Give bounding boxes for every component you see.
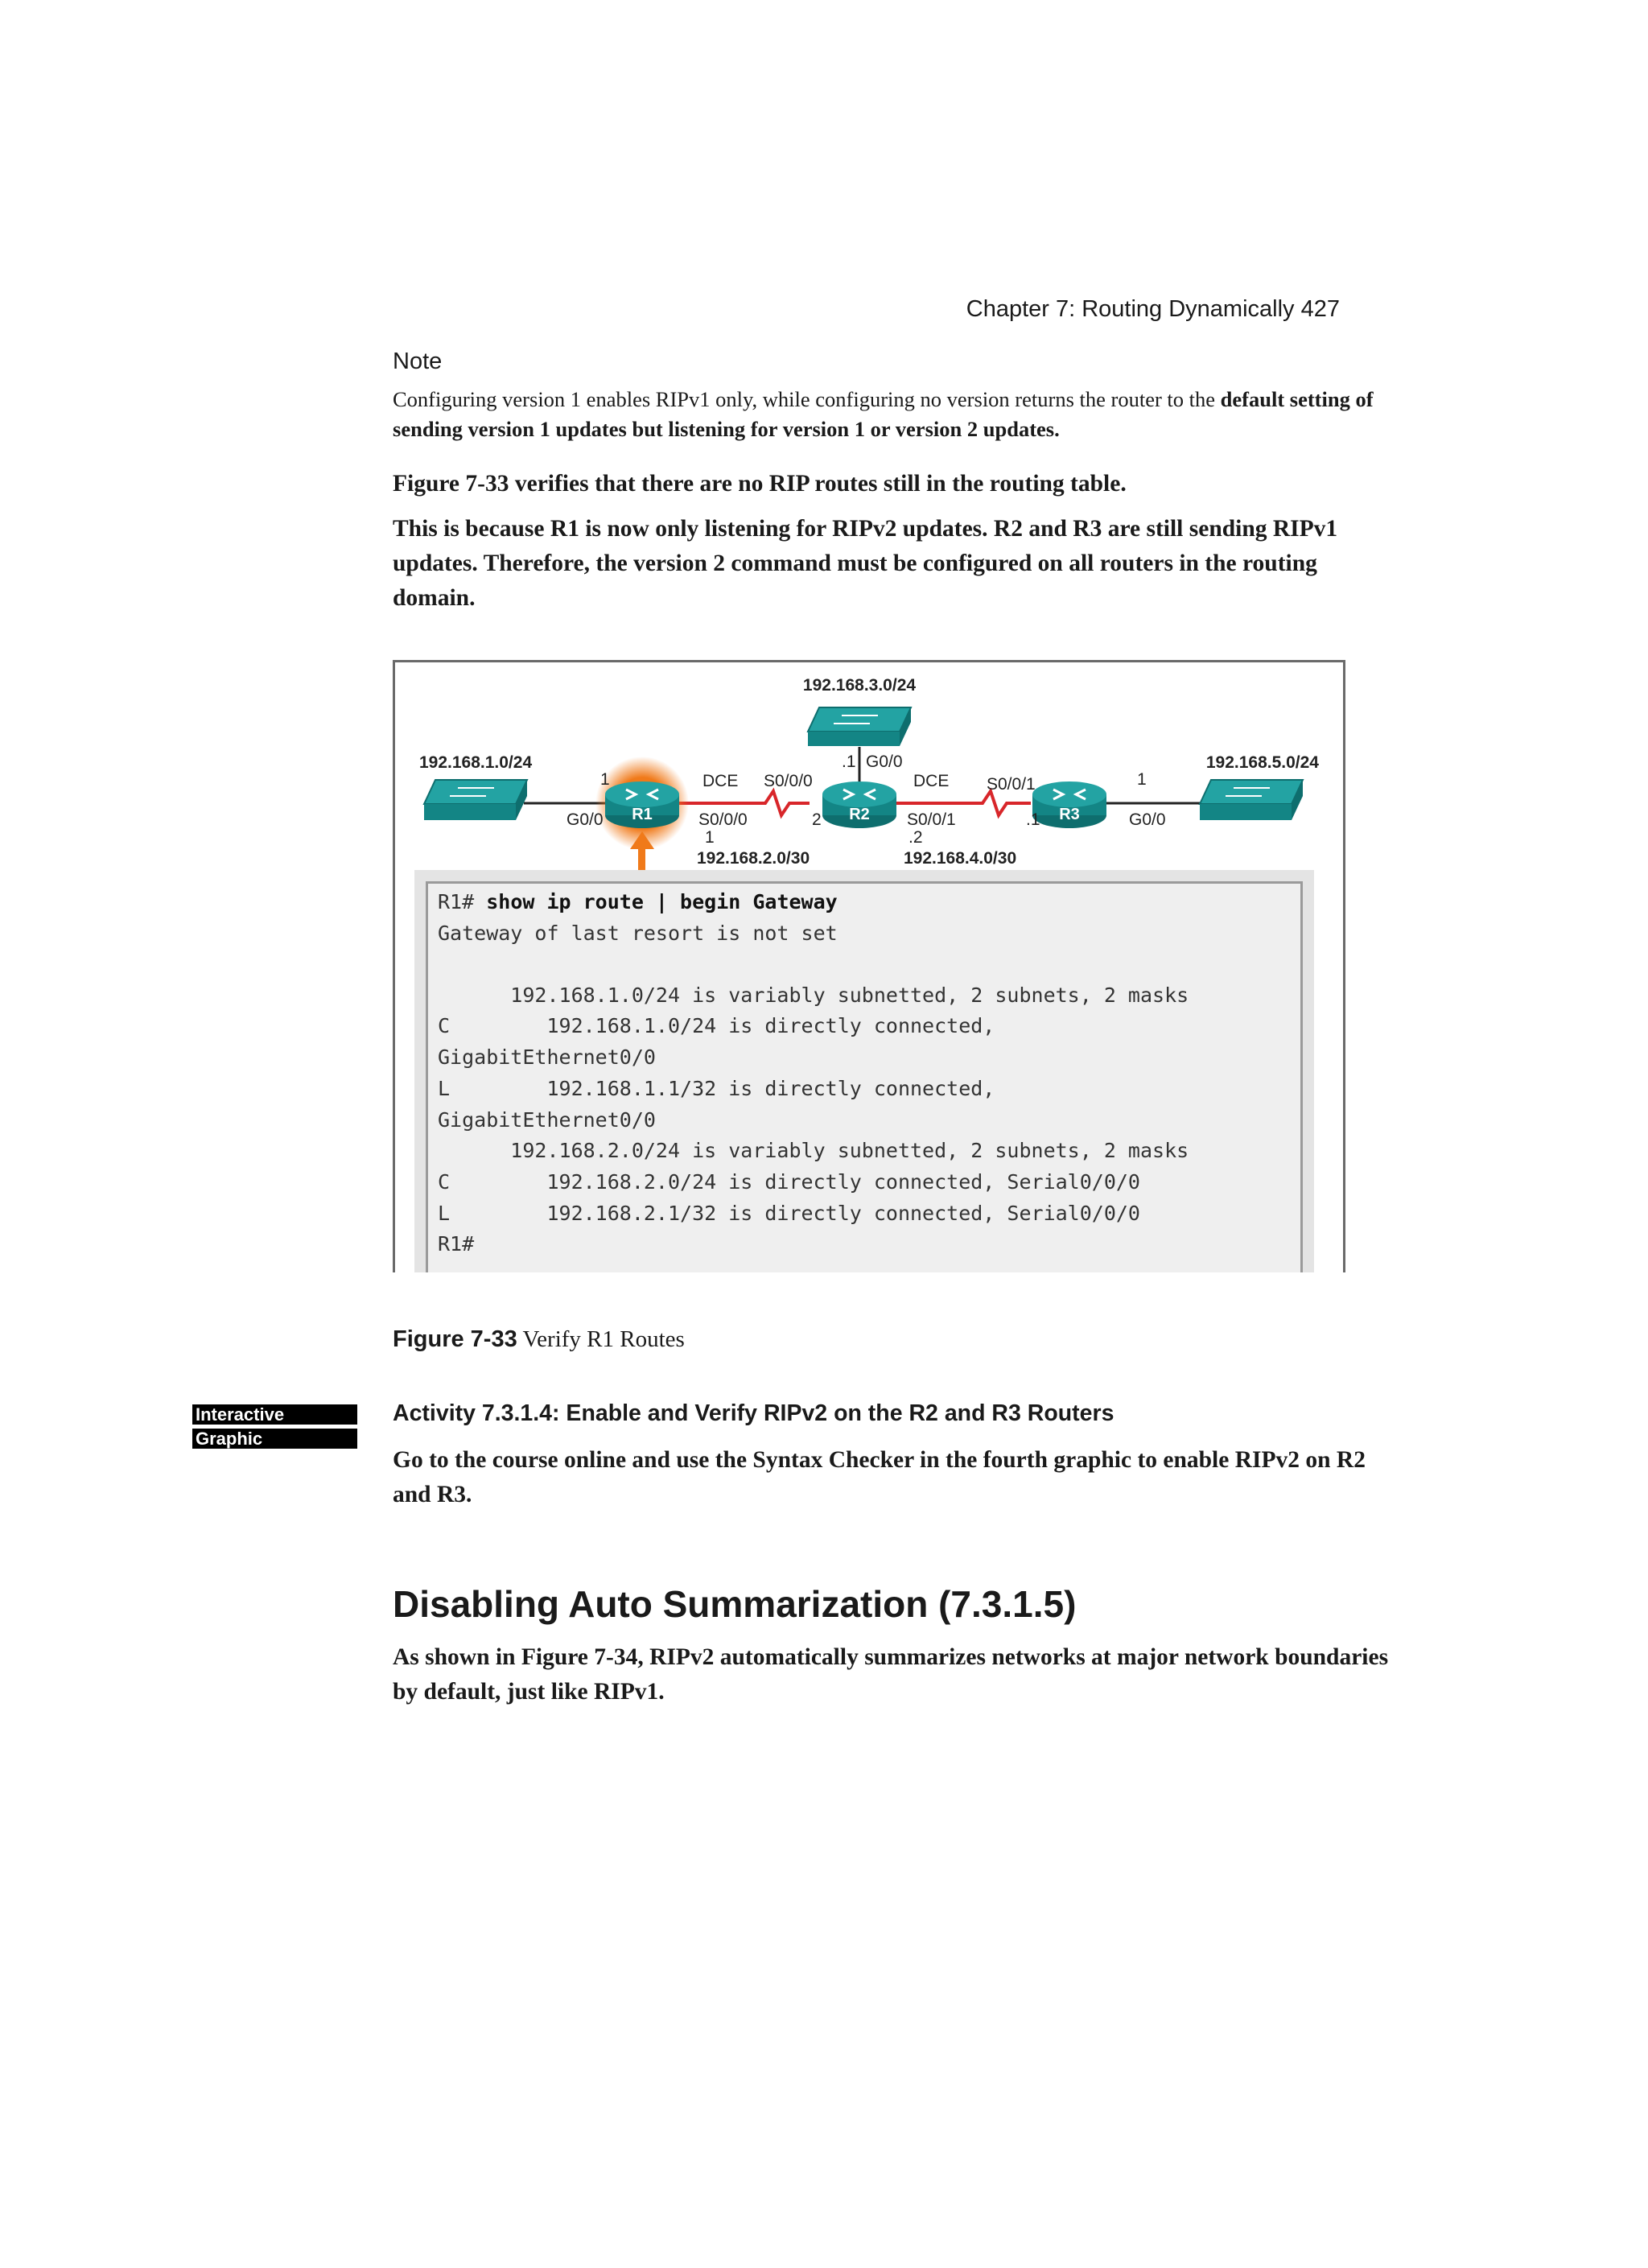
running-head: Chapter 7: Routing Dynamically 427 <box>966 296 1340 322</box>
terminal-line: Gateway of last resort is not set <box>438 922 838 945</box>
paragraph-1: Figure 7-33 verifies that there are no RIP routes still in the routing table. <box>393 471 1127 497</box>
r2-s001-label: S0/0/1 <box>907 810 956 829</box>
r1-serial-host-label: 1 <box>705 828 715 847</box>
router-icon-r2 <box>822 781 896 828</box>
note-label: Note <box>393 348 443 374</box>
terminal-command: show ip route | begin Gateway <box>486 890 838 913</box>
terminal-line: GigabitEthernet0/0 <box>438 1108 656 1132</box>
net-right-label: 192.168.4.0/30 <box>904 849 1017 868</box>
section-text: As shown in Figure 7-34, RIPv2 automatically summarizes networks at major network boundaries by default, just like RIPv1. <box>393 1644 1389 1705</box>
terminal-line: 192.168.2.0/24 is variably subnetted, 2 subnets, 2 masks <box>438 1139 1189 1162</box>
lan-right-label: 192.168.5.0/24 <box>1205 753 1319 772</box>
terminal-line: L 192.168.1.1/32 is directly connected, <box>438 1077 995 1100</box>
note-text-bold: default setting of sending version 1 updates but listening for version 1 or version 2 updates. <box>393 387 1374 441</box>
r1-lan-host-label: 1 <box>600 770 610 789</box>
terminal-prompt: R1# <box>438 890 487 913</box>
router-label-r3: R3 <box>1059 806 1080 823</box>
paragraph-2: This is because R1 is now only listening for RIPv2 updates. R2 and R3 are still sending RIPv1 updates. Therefore, the version 2 command must be configured on all routers in the routing domain. <box>393 516 1338 611</box>
figure-caption <box>393 1326 685 1353</box>
r2-g00-host-label: .1 <box>842 753 856 771</box>
r2-s000-label: S0/0/0 <box>764 772 813 790</box>
net-left-label: 192.168.2.0/30 <box>697 849 810 868</box>
terminal-output <box>426 881 1303 1272</box>
note-text-regular: Configuring version 1 enables RIPv1 only, while configuring no version returns the router to the <box>393 387 1221 411</box>
r1-s000-label: S0/0/0 <box>698 810 748 829</box>
note-text <box>393 385 1374 444</box>
router-icon-r3 <box>1032 781 1106 828</box>
terminal-line: R1# <box>438 1232 475 1256</box>
r1-dce-label: DCE <box>702 772 739 790</box>
section-heading: Disabling Auto Summarization (7.3.1.5) <box>393 1583 1077 1625</box>
figure-caption-number: Figure 7-33 <box>393 1326 517 1352</box>
lan-top-label: 192.168.3.0/24 <box>802 676 917 695</box>
router-label-r2: R2 <box>849 806 870 823</box>
terminal-line: L 192.168.2.1/32 is directly connected, Serial0/0/0 <box>438 1202 1140 1225</box>
r2-dce-label: DCE <box>913 772 950 790</box>
activity-text: Go to the course online and use the Syntax Checker in the fourth graphic to enable RIPv2 on R2 and R3. <box>393 1447 1366 1507</box>
terminal-line: 192.168.1.0/24 is variably subnetted, 2 subnets, 2 masks <box>438 983 1189 1007</box>
switch-icon-left <box>424 780 527 820</box>
r3-lan-host-label: 1 <box>1137 770 1147 789</box>
r2-s000-host-label: 2 <box>812 810 822 829</box>
router-label-r1: R1 <box>632 806 653 823</box>
switch-icon-right <box>1200 780 1303 820</box>
switch-icon-top <box>808 707 911 746</box>
terminal-command-line <box>438 890 838 913</box>
r3-s001-host-label: .1 <box>1026 810 1040 829</box>
lan-left-label: 192.168.1.0/24 <box>419 753 533 772</box>
r3-g00-label: G0/0 <box>1129 810 1166 829</box>
router-icon-r1 <box>605 781 679 828</box>
terminal-line: C 192.168.2.0/24 is directly connected, Serial0/0/0 <box>438 1170 1140 1194</box>
r1-g00-label: G0/0 <box>566 810 604 829</box>
r2-s001-host-label: .2 <box>908 828 923 847</box>
activity-title: Activity 7.3.1.4: Enable and Verify RIPv2 on the R2 and R3 Routers <box>393 1400 1114 1426</box>
terminal-line: C 192.168.1.0/24 is directly connected, <box>438 1014 995 1037</box>
r2-g00-label: G0/0 <box>866 753 903 771</box>
terminal-line: GigabitEthernet0/0 <box>438 1045 656 1069</box>
interactive-badge: Interactive <box>192 1404 357 1425</box>
graphic-badge: Graphic <box>192 1429 357 1449</box>
r3-s001-label: S0/0/1 <box>987 775 1036 794</box>
figure-caption-text: Verify R1 Routes <box>517 1326 685 1352</box>
figure-7-33 <box>393 660 1345 1272</box>
